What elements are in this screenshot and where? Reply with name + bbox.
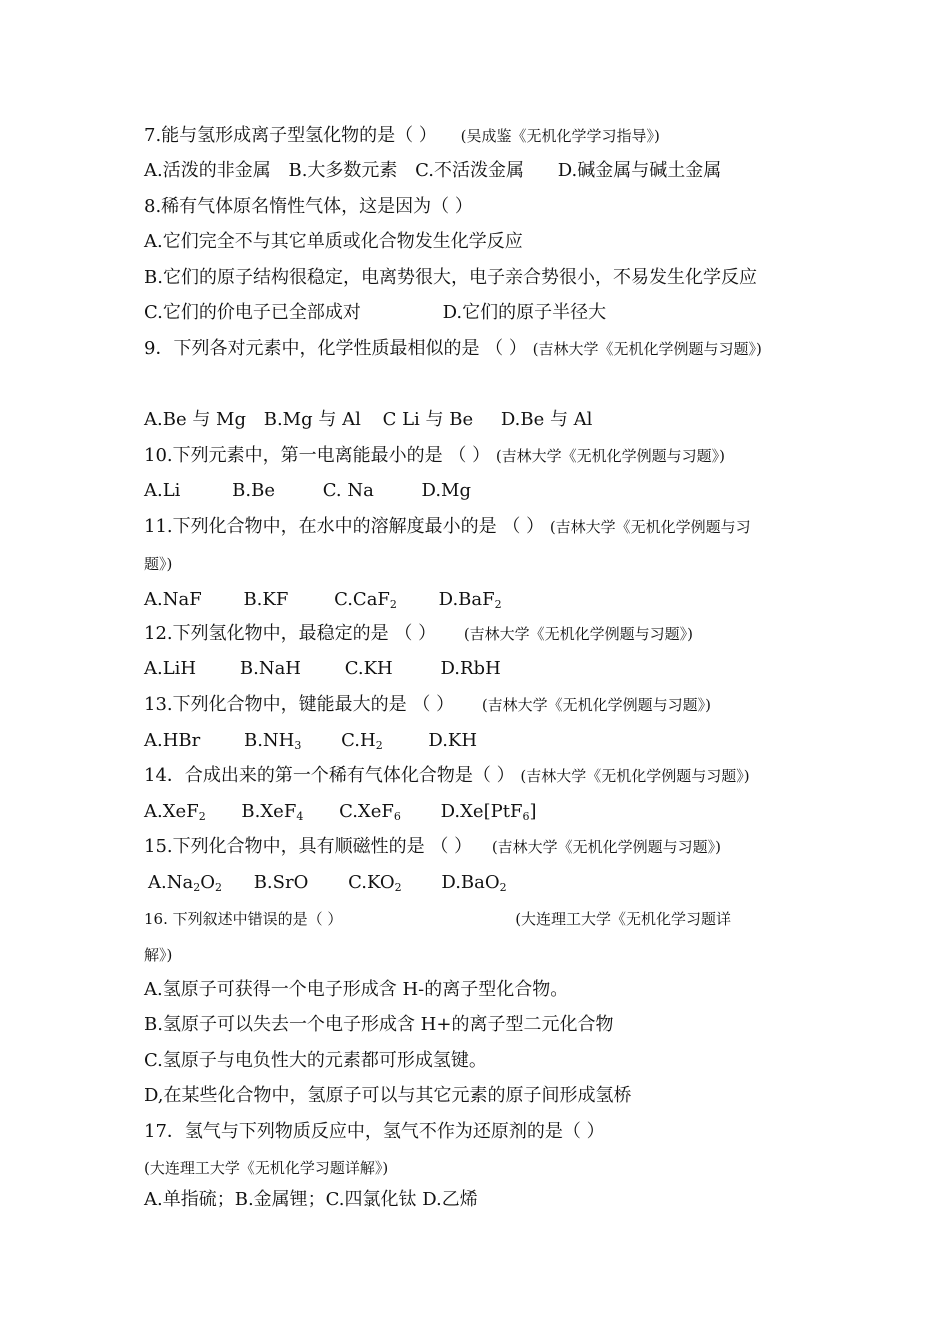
question-16-stem — [144, 908, 731, 930]
subscript: 2 — [394, 881, 402, 894]
question-11-stem — [144, 516, 751, 538]
question-7-source: (吴成鉴《无机化学学习指导》) — [460, 127, 660, 145]
question-9-text: 9．下列各对元素中，化学性质最相似的是 （ ） — [144, 338, 527, 359]
question-17-stem: 17．氢气与下列物质反应中，氢气不作为还原剂的是（ ） — [144, 1121, 605, 1142]
subscript: 4 — [296, 810, 304, 823]
option-d-close: ] — [529, 801, 537, 822]
option-a: A.HBr — [144, 730, 201, 751]
subscript: 2 — [389, 598, 397, 611]
question-15-stem — [144, 836, 721, 858]
question-11-text: 11.下列化合物中，在水中的溶解度最小的是 （ ） — [144, 516, 545, 537]
question-8-option-b: B.它们的原子结构很稳定，电离势很大，电子亲合势很小，不易发生化学反应 — [144, 267, 757, 288]
option-d: D.Be 与 Al — [500, 409, 593, 430]
question-7-stem — [144, 125, 660, 147]
option-c — [334, 589, 397, 610]
option-c — [341, 730, 383, 751]
option-d: D.Mg — [421, 480, 472, 501]
question-16-option-b: B.氢原子可以失去一个电子形成含 H+的离子型二元化合物 — [144, 1014, 614, 1035]
question-10-stem — [144, 445, 725, 467]
question-9-source: (吉林大学《无机化学例题与习题》) — [532, 340, 762, 358]
question-10-source: (吉林大学《无机化学例题与习题》) — [495, 447, 726, 465]
question-12-text: 12.下列氢化物中，最稳定的是 （ ） — [144, 623, 437, 644]
question-12-options — [144, 658, 501, 680]
option-a-text: A.Na — [148, 872, 194, 893]
option-d: D.KH — [428, 730, 478, 751]
option-c — [339, 801, 401, 822]
subscript: 2 — [494, 598, 502, 611]
option-a-text: A.XeF — [144, 801, 199, 822]
question-16-option-a: A.氢原子可获得一个电子形成含 H-的离子型化合物。 — [144, 979, 569, 1000]
question-11-options — [144, 589, 502, 611]
option-a: A.Be 与 Mg — [144, 409, 246, 430]
question-15-text: 15.下列化合物中，具有顺磁性的是 （ ） — [144, 836, 473, 857]
option-a — [148, 872, 222, 893]
question-8-option-a: A.它们完全不与其它单质或化合物发生化学反应 — [144, 231, 523, 252]
subscript: 2 — [214, 881, 222, 894]
question-12-stem — [144, 623, 693, 645]
option-b — [241, 801, 303, 822]
option-b-text: B.NH — [243, 730, 295, 751]
question-13-text: 13.下列化合物中，键能最大的是 （ ） — [144, 694, 455, 715]
subscript: 2 — [375, 739, 383, 752]
question-14-text: 14．合成出来的第一个稀有气体化合物是（ ） — [144, 765, 515, 786]
option-c-text: C.XeF — [339, 801, 394, 822]
option-d-text: D.BaF — [438, 589, 495, 610]
question-7-text: 7.能与氢形成离子型氢化物的是（ ） — [144, 125, 437, 146]
option-c-text: C.CaF — [334, 589, 390, 610]
subscript: 6 — [522, 810, 530, 823]
option-b: B.KF — [243, 589, 289, 610]
option-a: A.活泼的非金属 — [144, 160, 271, 181]
option-d-text: D.Xe[PtF — [440, 801, 523, 822]
option-c — [348, 872, 402, 893]
option-b-text: B.XeF — [241, 801, 297, 822]
option-c-text: C.KO — [348, 872, 395, 893]
option-c-text: C.H — [341, 730, 376, 751]
question-9-options — [144, 409, 592, 431]
question-8-stem: 8.稀有气体原名惰性气体，这是因为（ ） — [144, 196, 473, 217]
option-a — [144, 801, 206, 822]
question-14-options — [144, 801, 536, 823]
question-7-options — [144, 160, 721, 182]
subscript: 2 — [499, 881, 507, 894]
subscript: 2 — [193, 881, 201, 894]
question-12-source: (吉林大学《无机化学例题与习题》) — [463, 625, 694, 643]
option-d: D.碱金属与碱土金属 — [557, 160, 722, 181]
option-c: C.不活泼金属 — [415, 160, 525, 181]
option-b — [244, 730, 301, 751]
option-b: B.大多数元素 — [288, 160, 398, 181]
question-16-source-cont: 解》) — [144, 946, 173, 964]
option-d — [441, 801, 537, 822]
question-14-source: (吉林大学《无机化学例题与习题》) — [520, 767, 750, 785]
option-b: B.Be — [232, 480, 276, 501]
option-c: C.KH — [344, 658, 393, 679]
question-16-text: 16. 下列叙述中错误的是（ ） — [144, 910, 343, 928]
question-14-stem — [144, 765, 750, 787]
option-b: B.Mg 与 Al — [263, 409, 361, 430]
question-8-options-cd — [144, 302, 606, 324]
question-13-options — [144, 730, 477, 752]
question-9-stem — [144, 338, 762, 360]
question-16-source: (大连理工大学《无机化学习题详 — [515, 910, 732, 928]
option-a: A.Li — [144, 480, 181, 501]
option-d-text: D.BaO — [441, 872, 500, 893]
question-10-text: 10.下列元素中，第一电离能最小的是 （ ） — [144, 445, 491, 466]
question-10-options — [144, 480, 471, 502]
question-15-source: (吉林大学《无机化学例题与习题》) — [491, 838, 722, 856]
subscript: 6 — [393, 810, 401, 823]
option-d — [439, 589, 502, 610]
option-a: A.LiH — [144, 658, 197, 679]
question-11-source: (吉林大学《无机化学例题与习 — [549, 518, 751, 536]
option-c: C Li 与 Be — [382, 409, 474, 430]
subscript: 3 — [294, 739, 302, 752]
question-15-options — [148, 872, 507, 894]
question-13-source: (吉林大学《无机化学例题与习题》) — [481, 696, 712, 714]
question-13-stem — [144, 694, 711, 716]
question-11-source-cont: 题》) — [144, 555, 173, 573]
option-a: A.NaF — [144, 589, 202, 610]
question-16-option-c: C.氢原子与电负性大的元素都可形成氢键。 — [144, 1050, 487, 1071]
option-b: B.SrO — [253, 872, 309, 893]
option-d: D.RbH — [440, 658, 501, 679]
question-16-option-d: D,在某些化合物中，氢原子可以与其它元素的原子间形成氢桥 — [144, 1085, 632, 1106]
question-17-options: A.单指硫；B.金属锂；C.四氯化钛 D.乙烯 — [144, 1189, 478, 1210]
option-c: C. Na — [322, 480, 374, 501]
option-d — [441, 872, 506, 893]
question-17-source: (大连理工大学《无机化学习题详解》) — [144, 1159, 389, 1177]
option-b: B.NaH — [239, 658, 302, 679]
option-c: C.它们的价电子已全部成对 — [144, 302, 361, 323]
option-d: D.它们的原子半径大 — [442, 302, 607, 323]
option-a-text-2: O — [200, 872, 215, 893]
subscript: 2 — [198, 810, 206, 823]
